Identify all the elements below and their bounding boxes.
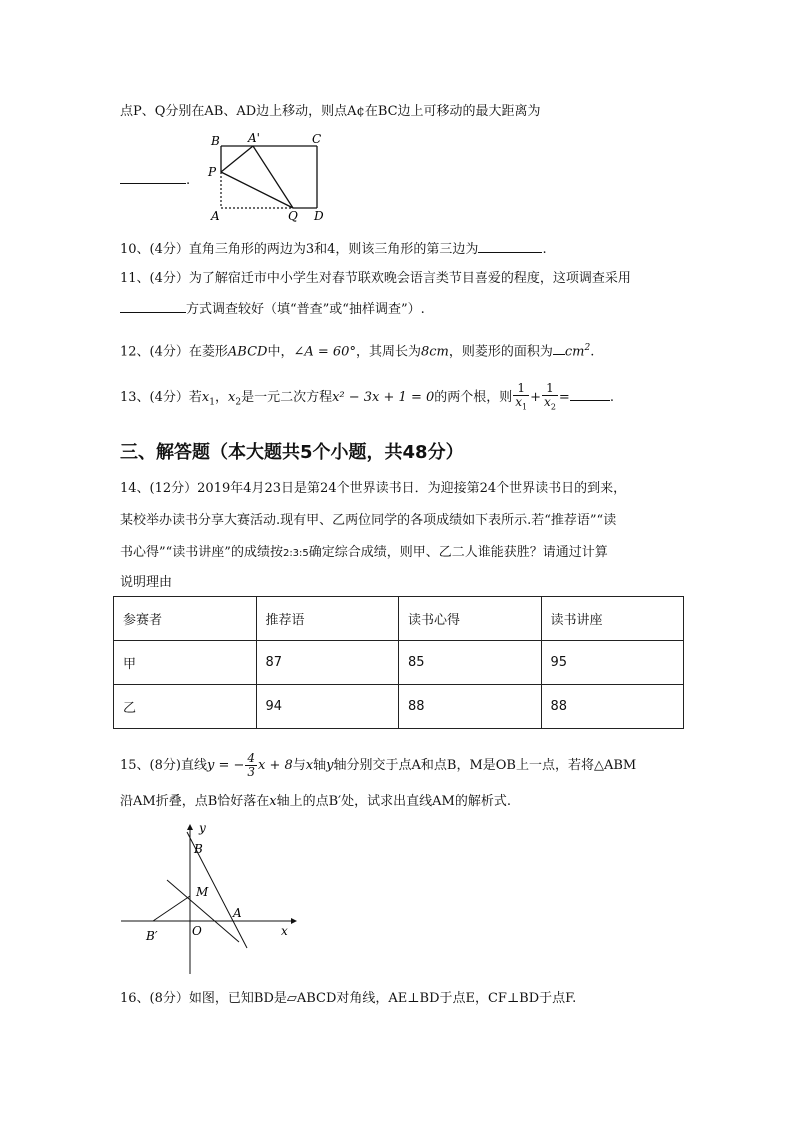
table-row (114, 641, 684, 685)
label-a: A (211, 209, 220, 223)
q10: 10、(4分）直角三角形的两边为3和4，则该三角形的第三边为 . (120, 242, 547, 257)
table-cell: 88 (541, 685, 684, 729)
table-cell: 85 (399, 641, 542, 685)
fig-label-o: O (192, 924, 202, 938)
table-cell: 甲 (114, 641, 257, 685)
q12: 12、(4分）在菱形ABCD中，∠A = 60°，其周长为8cm，则菱形的面积为 $cm^2$. (120, 343, 595, 360)
label-d: D (314, 209, 324, 223)
q14-line2: 某校举办读书分享大赛活动.现有甲、乙两位同学的各项成绩如下表所示.若“推荐语”“读 (120, 513, 617, 528)
q16: 16、(8分）如图，已知BD是▱ABCD对角线，AE⊥BD于点E，CF⊥BD于点F. (120, 991, 577, 1006)
q9-answer: . (120, 171, 190, 190)
table-cell: 94 (256, 685, 399, 729)
table-cell: 95 (541, 641, 684, 685)
fig-label-m: M (196, 885, 209, 899)
q14-line3: 书心得”“读书讲座”的成绩按2:3:5确定综合成绩，则甲、乙二人谁能获胜？请通过计算 (120, 545, 608, 560)
table-cell: 88 (399, 685, 542, 729)
fig-label-b-prime: B′ (146, 929, 158, 943)
fig-label-y: y (199, 821, 206, 835)
table-cell: 乙 (114, 685, 257, 729)
q11-line2: 方式调查较好（填“普查”或“抽样调查”）. (120, 300, 425, 319)
fig-label-a: A (233, 906, 242, 920)
section-3-title: 三、解答题（本大题共5个小题，共48分） (120, 442, 464, 463)
label-c: C (312, 132, 322, 146)
table-header-row (114, 597, 684, 641)
score-table (113, 596, 684, 729)
q11-line1: 11、(4分）为了解宿迁市中小学生对春节联欢晚会语言类节目喜爱的程度，这项调查采用 (120, 271, 631, 286)
q15-line1: 15、(8分)直线y = − $\frac{4}{3}$ x + 8与x轴y轴分别交于点A和点B，M是OB上一点，若将△ABM (120, 751, 637, 779)
q13-blank[interactable] (570, 388, 610, 401)
q10-blank[interactable] (478, 240, 542, 253)
label-p: P (208, 165, 217, 179)
q13: 13、(4分）若$x_1$，$x_2$是一元二次方程x² − 3x + 1 = 0的两个根，则 $\frac{1}{x_1}$ + $\frac{1}{x_2}$ = . (120, 380, 614, 412)
q14-line1: 14、(12分）2019年4月23日是第24个世界读书日．为迎接第24个世界读书日的到来， (120, 481, 627, 496)
table-header: 参赛者 (114, 597, 257, 641)
q15-axes-figure (115, 818, 300, 978)
q9-blank[interactable] (120, 171, 186, 184)
q9-text: 点P、Q分别在AB、AD边上移动，则点A¢在BC边上可移动的最大距离为 (120, 104, 541, 119)
q15-line2: 沿AM折叠，点B恰好落在x轴上的点B′处，试求出直线AM的解析式. (120, 794, 511, 809)
q12-blank[interactable] (553, 342, 565, 355)
q11-blank[interactable] (120, 300, 186, 313)
table-row (114, 685, 684, 729)
label-a-prime: A' (248, 132, 260, 145)
table-header: 读书心得 (399, 597, 542, 641)
q9-rectangle-figure (205, 132, 335, 224)
fig-label-x: x (281, 924, 288, 938)
fig-label-b: B (194, 842, 203, 856)
label-b: B (211, 134, 220, 148)
label-q: Q (288, 209, 298, 223)
table-header: 读书讲座 (541, 597, 684, 641)
table-cell: 87 (256, 641, 399, 685)
q14-line4: 说明理由 (120, 575, 173, 590)
table-header: 推荐语 (256, 597, 399, 641)
